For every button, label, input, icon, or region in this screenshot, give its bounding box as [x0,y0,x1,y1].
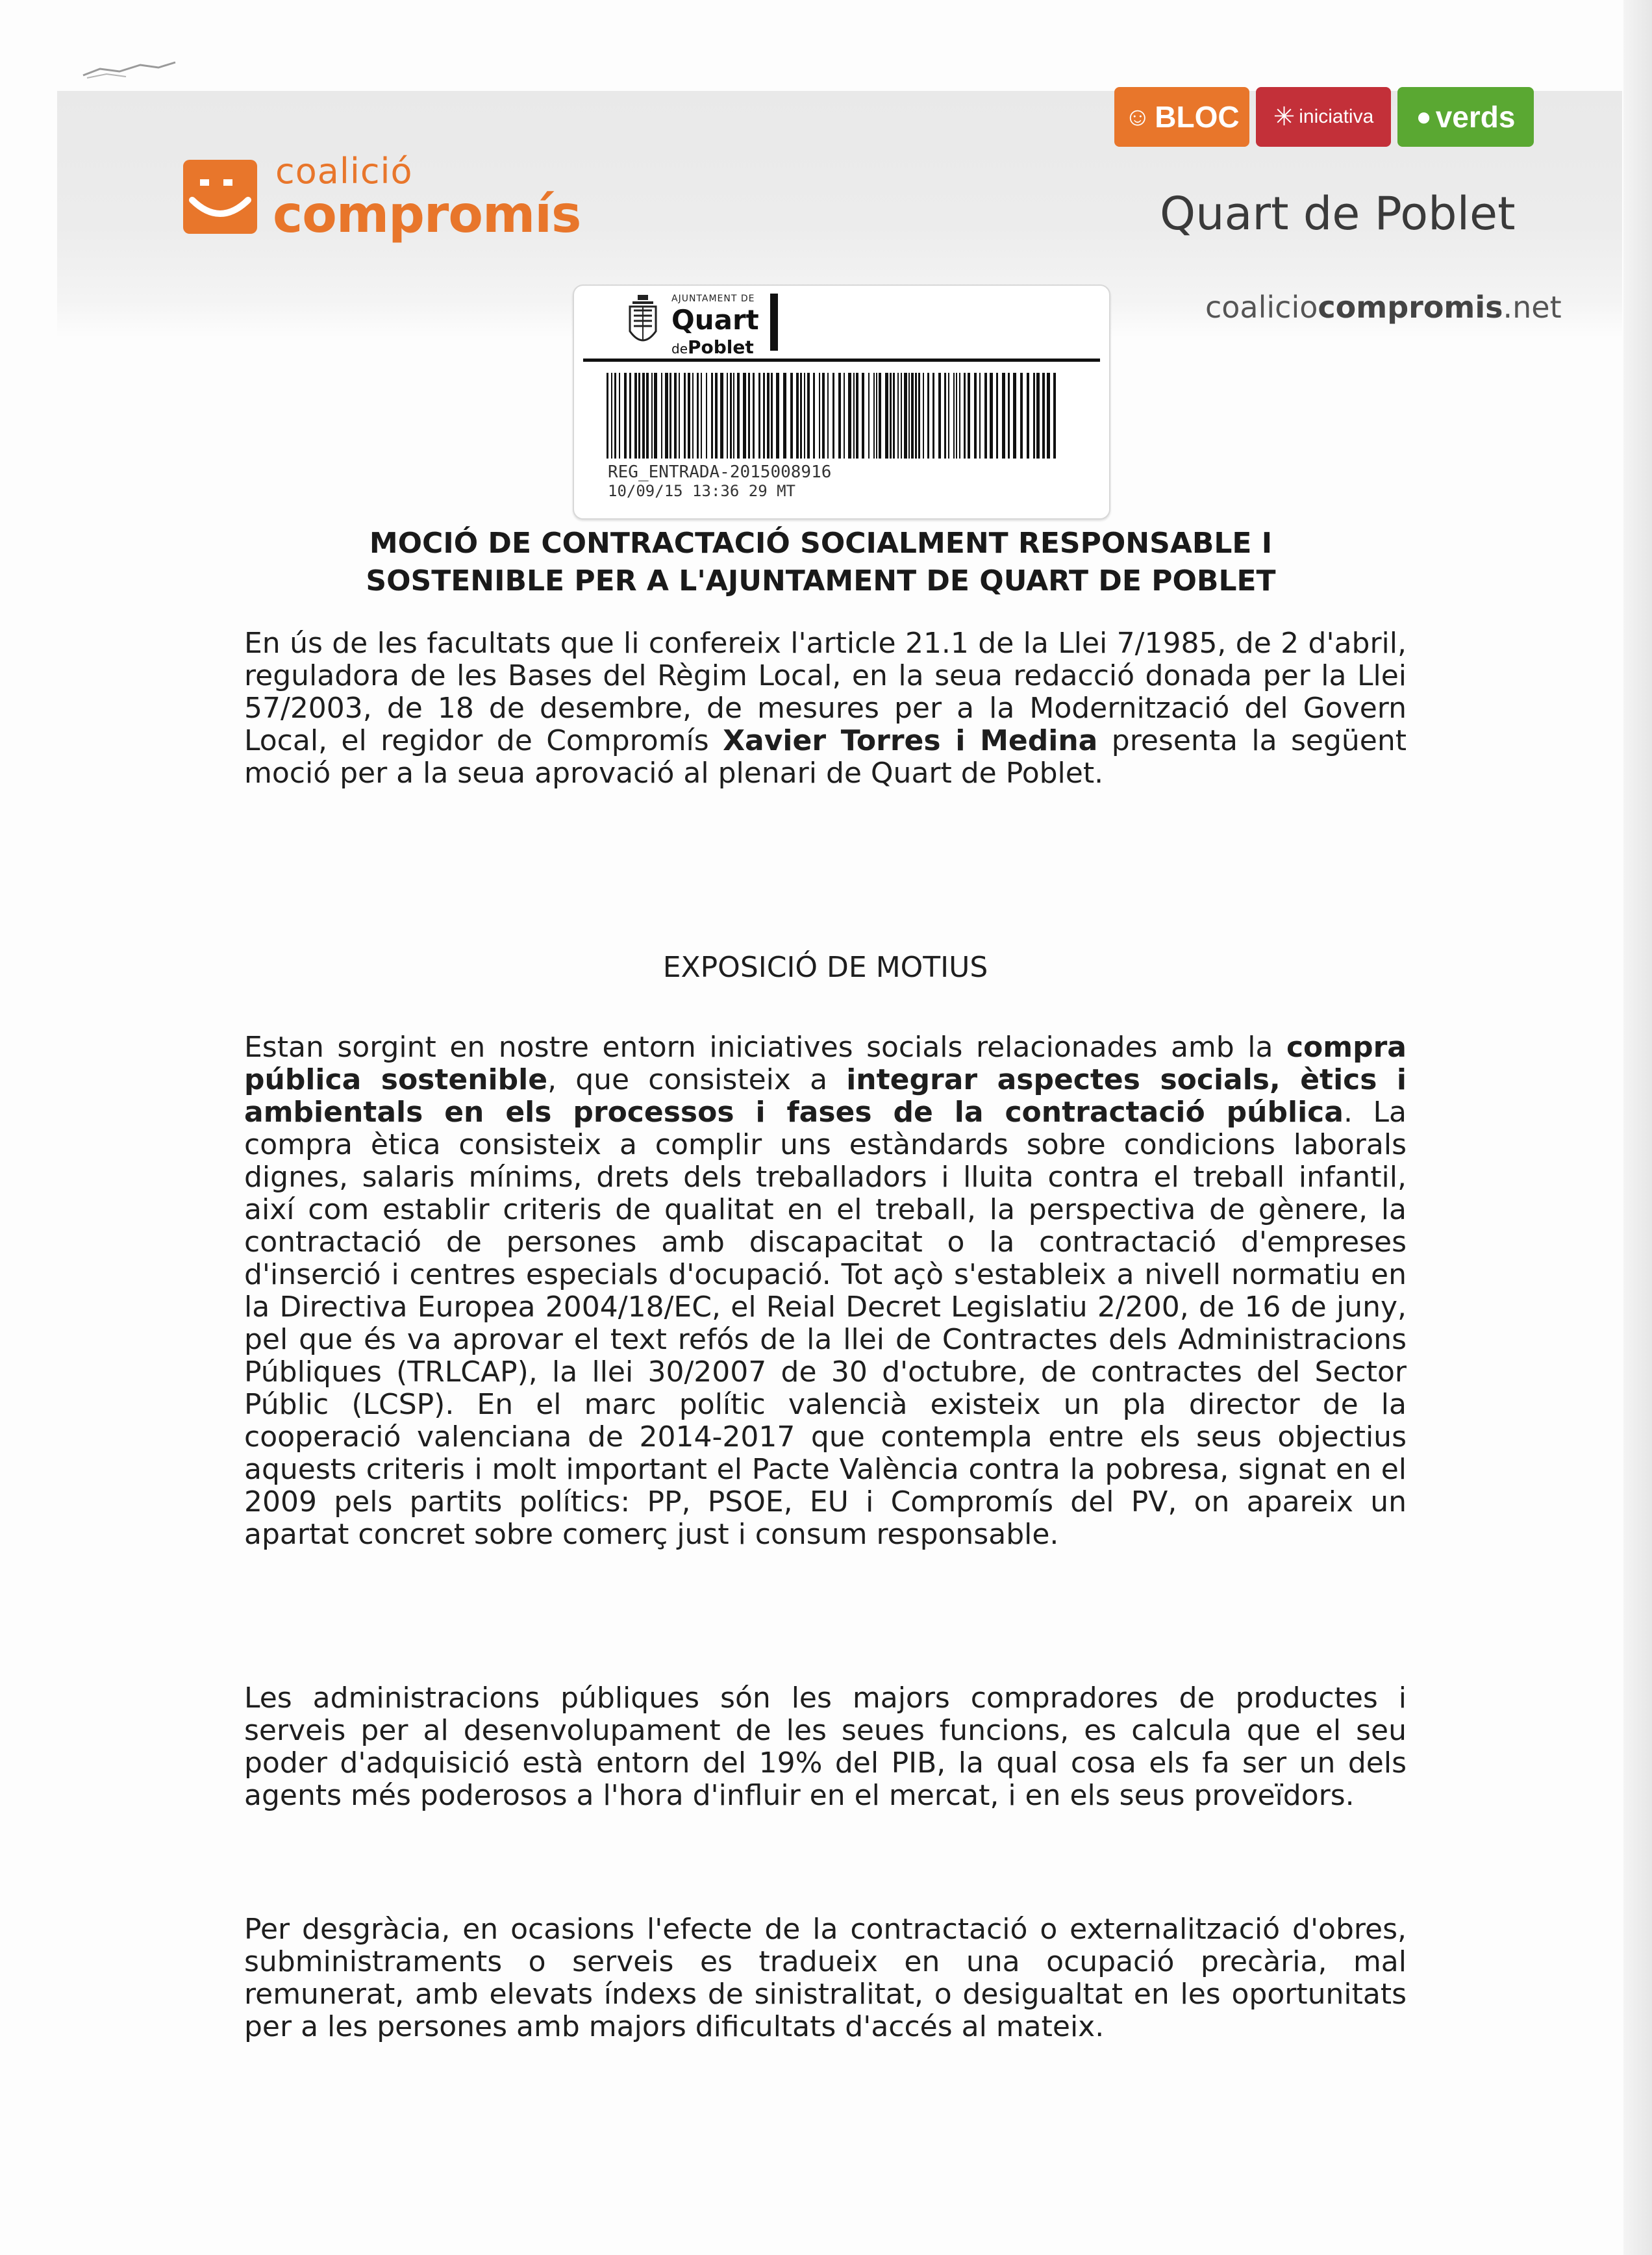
barcode-stripe [827,373,829,459]
barcode-stripe [923,373,924,459]
barcode-stripe [611,373,612,459]
barcode-stripe [819,373,820,459]
barcode-stripe [974,373,977,459]
barcode-stripe [897,373,899,459]
registry-stamp [573,284,1110,520]
barcode-stripe [692,373,694,459]
motives-paragraph-3: Per desgràcia, en ocasions l'efecte de la contractació o externalització d'obres, subministraments o serveis es tradueix en una ocupació precària, mal remunerat, amb elevats índexs de sinistralitat, o desigualtat en les oportunitats per a les persones amb majors dificultats d'accés al mateix. [244,1913,1407,2043]
barcode-stripe [684,373,686,459]
barcode-stripe [624,373,627,459]
barcode-stripe [918,373,920,459]
barcode-stripe [679,373,680,459]
barcode-stripe [876,373,877,459]
barcode-stripe [938,373,941,459]
barcode-stripe [944,373,946,459]
barcode-stripe [715,373,718,459]
barcode-stripe [651,373,653,459]
barcode-stripe [701,373,702,459]
barcode-stripe [848,373,851,459]
barcode-stripe [670,373,671,459]
city-name: Quart de Poblet [1160,187,1516,240]
barcode-stripe [838,373,841,459]
iniciativa-badge: ✳ iniciativa [1256,87,1391,147]
verds-badge: ● verds [1397,87,1534,147]
brand-name-large: compromís [273,186,581,244]
barcode-stripe [979,373,981,459]
barcode-stripe [629,373,631,459]
barcode-stripe [948,373,949,459]
barcode-stripe [758,373,760,459]
barcode-stripe [665,373,668,459]
title-line-2: SOSTENIBLE PER A L'AJUNTAMENT DE QUART DE POBLET [366,564,1276,598]
barcode-stripe [767,373,770,459]
barcode-stripe [868,373,870,459]
barcode-stripe [885,373,888,459]
barcode-stripe [911,373,914,459]
barcode-stripe [953,373,955,459]
barcode-stripe [804,373,805,459]
barcode-stripe [688,373,690,459]
barcode-stripe [1042,373,1045,459]
barcode-stripe [1053,373,1056,459]
barcode-stripe [800,373,802,459]
stamp-ajuntament-label: AJUNTAMENT DE [671,294,755,304]
barcode-stripe [1013,373,1016,459]
barcode-stripe [893,373,895,459]
barcode-stripe [697,373,699,459]
barcode-stripe [844,373,845,459]
barcode-stripe [638,373,640,459]
barcode-stripe [862,373,864,459]
staple-mark-icon [81,60,178,81]
party-badges [1114,87,1534,147]
barcode-stripe [932,373,934,459]
barcode-stripe [619,373,620,459]
barcode-stripe [1027,373,1029,459]
municipal-coat-of-arms-icon [627,294,658,352]
barcode-stripe [879,373,881,459]
bloc-logo-icon: ☺ [1124,102,1151,131]
barcode-stripe [730,373,732,459]
barcode-stripe [727,373,728,459]
scan-edge-shadow [1623,0,1652,2255]
barcode-stripe [959,373,960,459]
barcode-stripe [984,373,987,459]
barcode-stripe [661,373,662,459]
barcode-stripe [711,373,713,459]
section-heading: EXPOSICIÓ DE MOTIUS [662,951,988,984]
stamp-divider [583,359,1100,362]
barcode-stripe [763,373,765,459]
barcode-stripe [614,373,616,459]
barcode-stripe [646,373,649,459]
title-line-1: MOCIÓ DE CONTRACTACIÓ SOCIALMENT RESPONSABLE I [369,527,1273,560]
registry-number: REG_ENTRADA-2015008916 [608,462,832,482]
registry-barcode [607,373,1061,459]
barcode-stripe [1047,373,1050,459]
barcode-stripe [927,373,929,459]
barcode-stripe [853,373,855,459]
barcode-stripe [832,373,834,459]
barcode-stripe [1002,373,1005,459]
brand-name-small: coalició [275,151,413,192]
motives-paragraph-1: Estan sorgint en nostre entorn iniciatives socials relacionades amb la compra pública sostenible, que consisteix a integrar aspectes socials, ètics i ambientals en els processos i fases de la contractació pública. La compra ètica consisteix a complir uns estàndards sobre condicions laborals dignes, salaris mínims, drets dels treballadors i lluita contra el treball infantil, així com establir criteris de qualitat en el treball, la perspectiva de gènere, la contractació de persones amb discapacitat o la contractació d'empreses d'inserció i centres especials d'ocupació. Tot açò s'estableix a nivell normatiu en la Directiva Europea 2004/18/EC, el Reial Decret Legislatiu 2/200, de 16 de juny, pel que és va aprovar el text refós de la llei de Contractes dels Administracions Públiques (TRLCAP), la llei 30/2007 de 30 d'octubre, de contractes del Sector Públic (LCSP). En el marc polític valencià existeix un pla director de la cooperació valenciana de 2014-2017 que contempla entre els seus objectius aquests criteris i molt important el Pacte València contra la pobresa, signat en el 2009 pels partits polítics: PP, PSOE, EU i Compromís del PV, on apareix un apartat concret sobre comerç just i consum responsable. [244,1031,1407,1551]
barcode-stripe [783,373,786,459]
barcode-stripe [733,373,734,459]
barcode-stripe [904,373,907,459]
barcode-stripe [1008,373,1010,459]
compromis-smile-logo-icon [183,160,257,234]
stamp-quart-label: Quart [671,304,759,336]
barcode-stripe [790,373,793,459]
barcode-stripe [1033,373,1035,459]
barcode-stripe [915,373,917,459]
barcode-stripe [748,373,750,459]
barcode-stripe [990,373,993,459]
registry-datetime: 10/09/15 13:36 29 MT [608,482,795,500]
barcode-stripe [890,373,892,459]
barcode-stripe [674,373,677,459]
barcode-stripe [607,373,608,459]
barcode-stripe [771,373,773,459]
barcode-stripe [737,373,740,459]
website-url: coaliciocompromis.net [1205,290,1562,325]
barcode-stripe [873,373,875,459]
barcode-stripe [743,373,746,459]
barcode-stripe [956,373,957,459]
bloc-badge: ☺ BLOC [1114,87,1249,147]
barcode-stripe [1036,373,1040,459]
barcode-stripe [908,373,910,459]
motives-paragraph-2: Les administracions públiques són les majors compradores de productes i serveis per al desenvolupament de les seues funcions, es calcula que el seu poder d'adquisició està entorn del 19% del PIB, la qual cosa els fa ser un dels agents més poderosos a l'hora d'influir en el mercat, i en els seus proveïdors. [244,1682,1407,1812]
barcode-stripe [796,373,799,459]
barcode-stripe [822,373,825,459]
iniciativa-star-icon: ✳ [1273,103,1295,131]
barcode-stripe [856,373,858,459]
barcode-stripe [807,373,810,459]
stamp-vertical-bar [770,294,778,351]
document-title [249,525,1392,600]
barcode-stripe [996,373,998,459]
barcode-stripe [776,373,779,459]
barcode-stripe [720,373,723,459]
barcode-stripe [1020,373,1023,459]
barcode-stripe [753,373,755,459]
barcode-stripe [654,373,657,459]
intro-paragraph: En ús de les facultats que li confereix l'article 21.1 de la Llei 7/1985, de 2 d'abril, reguladora de les Bases del Règim Local, en la seua redacció donada per la Llei 57/2003, de 18 de desembre, de mesures per a la Modernització del Govern Local, el regidor de Compromís Xavier Torres i Medina presenta la següent moció per a la seua aprovació al plenari de Quart de Poblet. [244,627,1407,790]
barcode-stripe [901,373,902,459]
barcode-stripe [813,373,815,459]
barcode-stripe [634,373,637,459]
barcode-stripe [968,373,970,459]
barcode-stripe [964,373,966,459]
stamp-poblet-label: dePoblet [671,336,754,358]
barcode-stripe [642,373,645,459]
verds-circle-icon: ● [1416,102,1432,131]
barcode-stripe [706,373,707,459]
